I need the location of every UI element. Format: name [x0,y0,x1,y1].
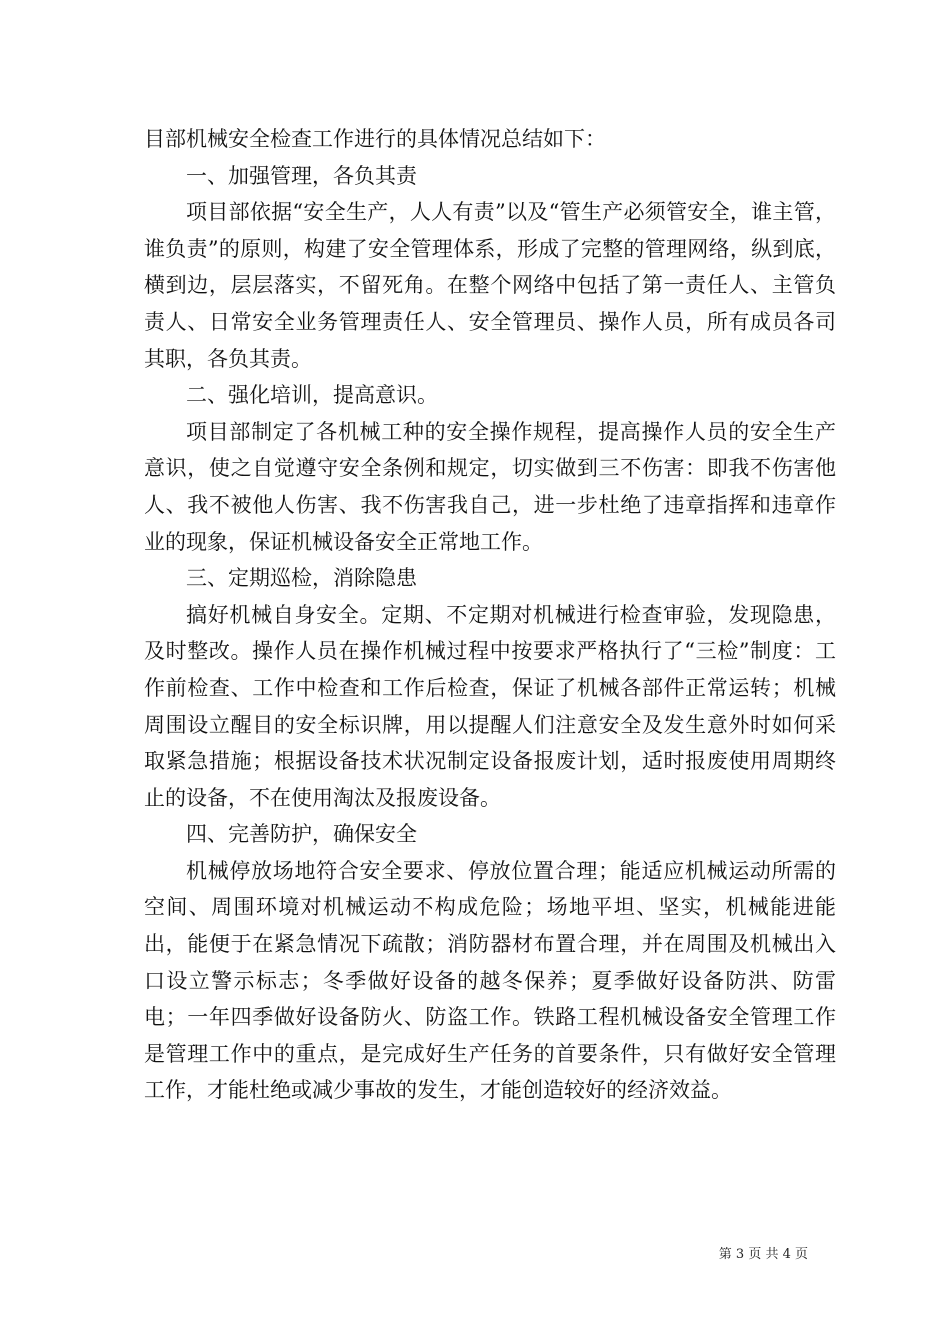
section-paragraph-1: 项目部依据“安全生产，人人有责”以及“管生产必须管安全，谁主管，谁负责”的原则，构建了安全管理体系，形成了完整的管理网络，纵到底，横到边，层层落实，不留死角。在整个网络中包括了第一责任人、主管负责人、日常安全业务管理责任人、安全管理员、操作人员，所有成员各司其职，各负其责。 [144,200,836,371]
section-heading-3: 三、定期巡检，消除隐患 [186,566,417,591]
document-body [144,121,836,1109]
page-number-footer: 第 3 页 共 4 页 [718,1247,808,1262]
section-heading-4: 四、完善防护，确保安全 [186,822,417,847]
section-paragraph-4: 机械停放场地符合安全要求、停放位置合理；能适应机械运动所需的空间、周围环境对机械运动不构成危险；场地平坦、坚实，机械能进能出，能便于在紧急情况下疏散；消防器材布置合理，并在周围及机械出入口设立警示标志；冬季做好设备的越冬保养；夏季做好设备防洪、防雷电；一年四季做好设备防火、防盗工作。铁路工程机械设备安全管理工作是管理工作中的重点，是完成好生产任务的首要条件，只有做好安全管理工作，才能杜绝或减少事故的发生，才能创造较好的经济效益。 [144,858,836,1103]
section-heading-1: 一、加强管理，各负其责 [186,163,417,188]
section-paragraph-2: 项目部制定了各机械工种的安全操作规程，提高操作人员的安全生产意识，使之自觉遵守安全条例和规定，切实做到三不伤害：即我不伤害他人、我不被他人伤害、我不伤害我自己，进一步杜绝了违章指挥和违章作业的现象，保证机械设备安全正常地工作。 [144,419,836,554]
section-heading-2: 二、强化培训，提高意识。 [186,383,438,408]
intro-paragraph: 目部机械安全检查工作进行的具体情况总结如下： [144,127,606,151]
section-paragraph-3: 搞好机械自身安全。定期、不定期对机械进行检查审验，发现隐患，及时整改。操作人员在操作机械过程中按要求严格执行了“三检”制度：工作前检查、工作中检查和工作后检查，保证了机械各部件正常运转；机械周围设立醒目的安全标识牌，用以提醒人们注意安全及发生意外时如何采取紧急措施；根据设备技术状况制定设备报废计划，适时报废使用周期终止的设备，不在使用淘汰及报废设备。 [144,602,836,810]
